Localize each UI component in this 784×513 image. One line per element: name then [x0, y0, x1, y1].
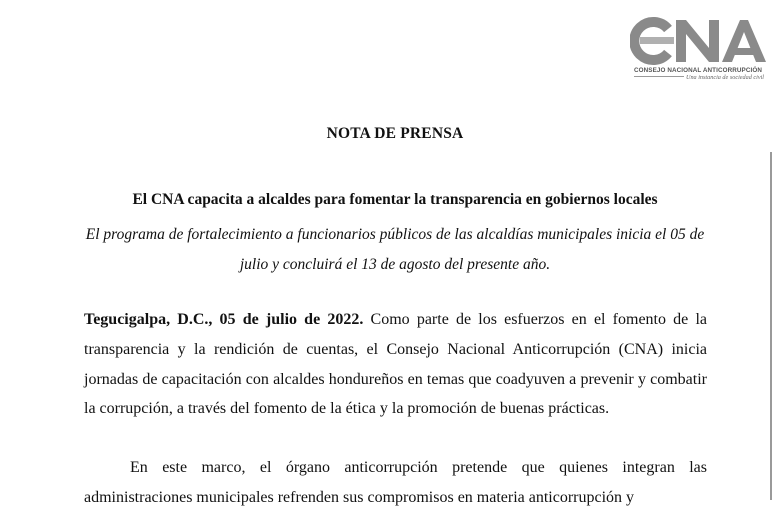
cna-logo-icon [630, 16, 766, 66]
subheadline: El programa de fortalecimiento a funcionarios públicos de las alcaldías municipales inicia el 05 de julio y concluirá el 13 de agosto del presente año. [85, 226, 705, 273]
headline: El CNA capacita a alcaldes para fomentar la transparencia en gobiernos locales [132, 191, 658, 208]
document-title: NOTA DE PRENSA [326, 125, 464, 142]
logo-divider [634, 76, 684, 77]
logo-org-name: CONSEJO NACIONAL ANTICORRUPCIÓN [634, 67, 762, 74]
logo-tagline: Una instancia de sociedad civil [686, 74, 765, 81]
scrollbar[interactable] [770, 152, 772, 500]
dateline: Tegucigalpa, D.C., 05 de julio de 2022. [84, 311, 364, 328]
body-paragraph-1 [84, 305, 707, 424]
body-paragraph-2: En este marco, el órgano anticorrupción pretende que quienes integran las administraciones municipales refrenden sus compromisos en materia anticorrupción y [84, 459, 707, 506]
paragraph-1-text: Como parte de los esfuerzos en el fomento de la transparencia y la rendición de cuentas, el Consejo Nacional Anticorrupción (CNA) inicia jornadas de capacitación con alcaldes hondureños en temas que coadyuven a prevenir y combatir la corrupción, a través del fomento de la ética y la promoción de buenas prácticas. [84, 311, 707, 418]
cna-logo [630, 16, 766, 90]
